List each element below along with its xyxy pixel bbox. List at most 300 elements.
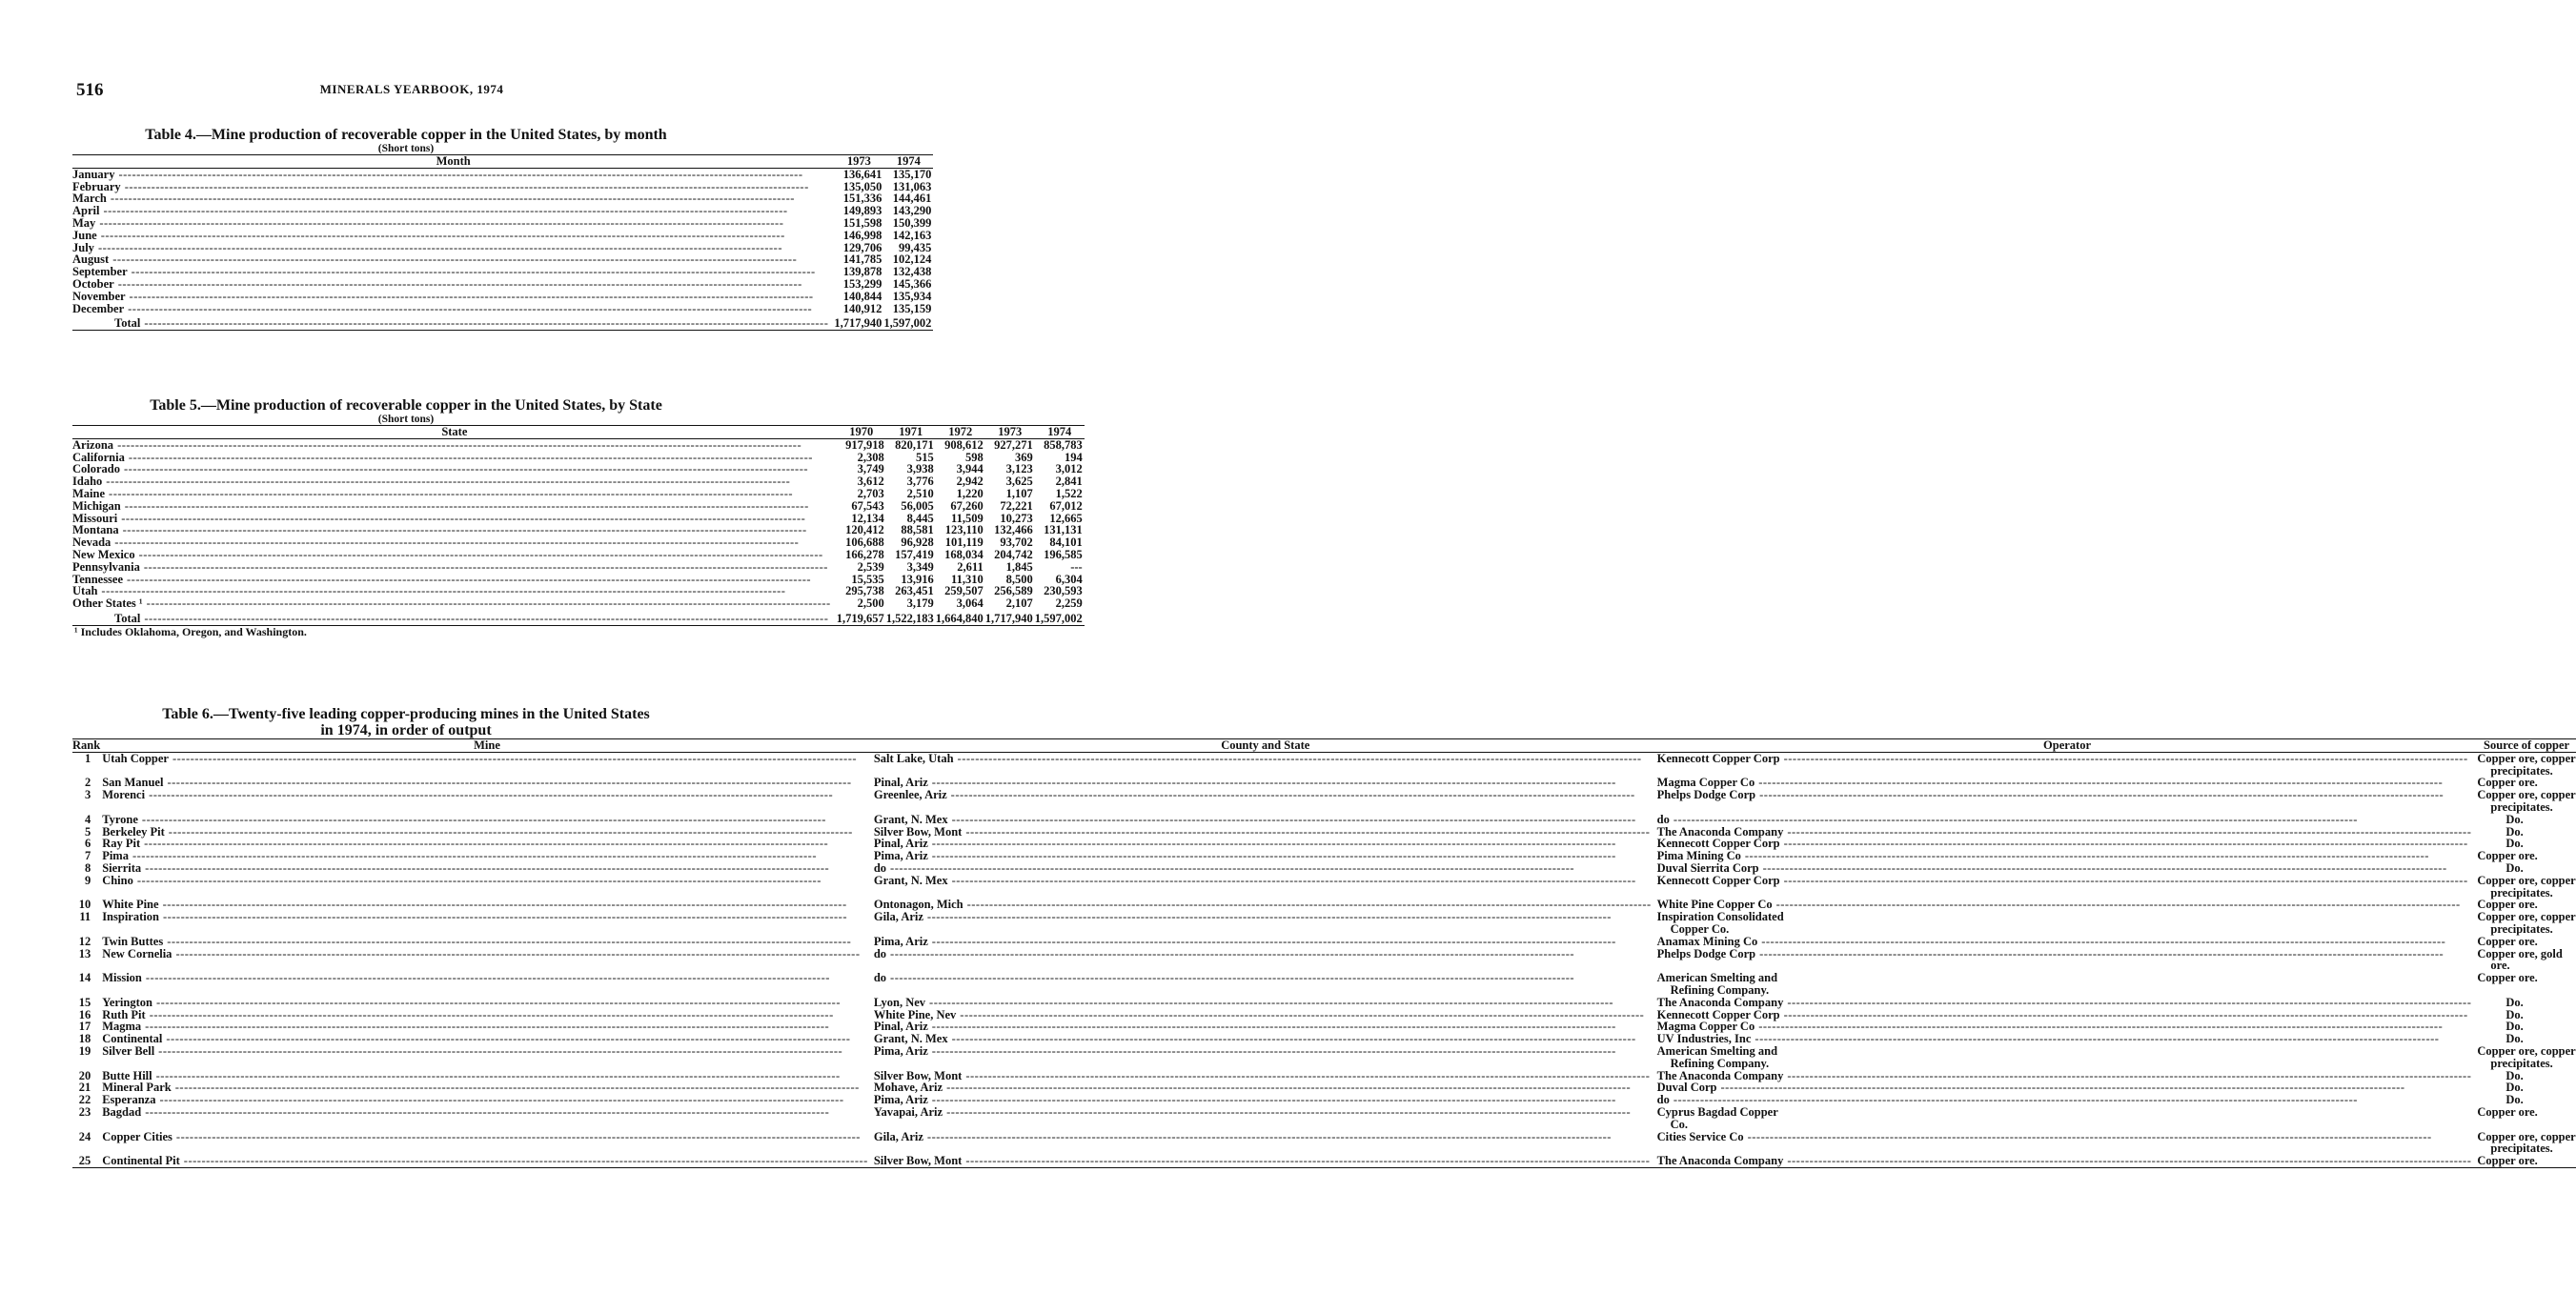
source-cell xyxy=(2477,1009,2575,1021)
leader-dots xyxy=(1763,862,2472,875)
source-text: Copper ore. xyxy=(2477,1154,2538,1168)
value-cell: 131,063 xyxy=(892,179,932,193)
row-label: December xyxy=(72,301,125,315)
total-label-cell xyxy=(72,314,834,330)
source-text: Copper ore, copper xyxy=(2477,788,2576,802)
value-cell: 256,589 xyxy=(994,584,1033,598)
value-cell: 135,050 xyxy=(842,179,882,193)
operator-name: do xyxy=(1656,812,1670,826)
label-with-leader xyxy=(72,169,834,181)
operator-name: Anamax Mining Co xyxy=(1656,934,1758,948)
label-with-leader xyxy=(1657,1155,2478,1167)
operator-name: Duval Corp xyxy=(1656,1081,1717,1095)
value-cell: 515 xyxy=(915,450,934,464)
value-cell: 157,419 xyxy=(895,547,934,561)
source-continuation: precipitates. xyxy=(2490,1056,2553,1070)
county-cell xyxy=(874,911,1657,936)
county-cell xyxy=(874,997,1657,1009)
leader-dots xyxy=(965,1155,1651,1167)
source-cell xyxy=(2477,911,2575,936)
mine-cell xyxy=(100,1094,874,1106)
leader-dots xyxy=(146,972,868,984)
label-with-leader xyxy=(100,1045,874,1058)
month-cell xyxy=(72,168,834,180)
table-row xyxy=(72,597,1085,610)
row-label: Other States ¹ xyxy=(72,596,143,611)
value-cell: 194 xyxy=(1064,450,1083,464)
row-label: Sierrita xyxy=(102,860,142,875)
leader-dots xyxy=(932,936,1652,948)
source-cell xyxy=(2477,814,2575,826)
row-label: Tyrone xyxy=(102,812,138,826)
rank-cell: 23 xyxy=(78,1104,91,1119)
value-cell: 96,928 xyxy=(901,536,934,550)
rank-cell: 4 xyxy=(84,812,91,826)
row-label: Utah Copper xyxy=(102,751,169,765)
rank-cell: 8 xyxy=(84,860,91,875)
table-row xyxy=(72,438,1085,451)
leader-dots xyxy=(1784,875,2472,887)
rank-cell: 11 xyxy=(79,910,91,924)
operator-cell xyxy=(1657,1045,2478,1070)
operator-name: The Anaconda Company xyxy=(1656,1154,1784,1168)
label-with-leader xyxy=(100,753,874,765)
label-with-leader xyxy=(1657,875,2478,887)
label-with-leader xyxy=(1657,911,2478,923)
source-text: Do. xyxy=(2505,824,2524,839)
rank-cell: 10 xyxy=(78,898,91,912)
leader-dots xyxy=(1776,899,2472,911)
leader-dots xyxy=(118,278,829,291)
table-row xyxy=(72,789,2576,814)
label-with-leader xyxy=(1657,1106,2478,1119)
source-cell xyxy=(2477,875,2575,900)
leader-dots xyxy=(932,1045,1652,1058)
leader-dots xyxy=(163,911,868,923)
source-cell xyxy=(2477,1021,2575,1033)
row-label: August xyxy=(72,253,110,267)
value-cell: 56,005 xyxy=(901,498,934,513)
rank-cell: 17 xyxy=(78,1020,91,1034)
operator-cell xyxy=(1657,814,2478,826)
rank-cell: 16 xyxy=(78,1007,91,1021)
operator-continuation: Refining Company. xyxy=(1670,1056,1770,1070)
leader-dots xyxy=(159,1094,867,1106)
row-label: do xyxy=(873,971,887,985)
leader-dots xyxy=(137,875,868,887)
table-row xyxy=(72,1045,2576,1070)
operator-cell xyxy=(1657,936,2478,948)
label-with-leader xyxy=(72,303,834,315)
row-label: Utah xyxy=(72,584,98,598)
row-label: January xyxy=(72,167,115,181)
label-with-leader xyxy=(874,1131,1657,1143)
leader-dots xyxy=(125,500,831,513)
row-label: Mohave, Ariz xyxy=(873,1081,943,1095)
value-cell: 101,119 xyxy=(944,536,984,550)
row-label: do xyxy=(873,946,887,960)
value-cell: 141,785 xyxy=(842,253,882,267)
leader-dots xyxy=(99,217,828,230)
leader-dots xyxy=(101,230,829,242)
row-label: Twin Buttes xyxy=(102,934,164,948)
row-label: Grant, N. Mex xyxy=(873,1032,948,1046)
table-row xyxy=(72,862,2576,875)
row-label: Salt Lake, Utah xyxy=(873,751,954,765)
row-label: Yavapai, Ariz xyxy=(873,1104,943,1119)
value-cell: 168,034 xyxy=(944,547,984,561)
value-cell: 820,171 xyxy=(895,437,934,452)
label-with-leader xyxy=(874,972,1657,984)
value-cell: 12,665 xyxy=(1049,511,1083,525)
row-label: Pima, Ariz xyxy=(873,1093,928,1107)
row-label: November xyxy=(72,289,126,303)
label-with-leader xyxy=(1657,1045,2478,1058)
label-with-leader xyxy=(100,862,874,875)
table-5-footnote: ¹ Includes Oklahoma, Oregon, and Washington. xyxy=(74,624,307,638)
value-cell: 908,612 xyxy=(944,437,984,452)
leader-dots xyxy=(1759,789,2471,801)
source-continuation: ore. xyxy=(2490,959,2510,973)
row-label: Chino xyxy=(102,873,133,887)
value-cell: 136,641 xyxy=(842,167,882,181)
operator-cell xyxy=(1657,1094,2478,1106)
county-cell xyxy=(874,972,1657,997)
source-cell xyxy=(2477,1045,2575,1070)
table-row xyxy=(72,561,1085,574)
state-cell xyxy=(72,549,837,561)
source-cell xyxy=(2477,1106,2575,1131)
leader-dots xyxy=(1673,1094,2472,1106)
row-label: Ray Pit xyxy=(102,837,141,851)
operator-continuation: Copper Co. xyxy=(1670,921,1730,936)
value-cell: 2,841 xyxy=(1055,475,1083,489)
value-cell: 84,101 xyxy=(1049,536,1083,550)
source-text: Do. xyxy=(2505,1020,2524,1034)
leader-dots xyxy=(130,291,829,303)
operator-cell xyxy=(1657,1106,2478,1131)
leader-dots xyxy=(946,1106,1652,1119)
operator-name: UV Industries, Inc xyxy=(1656,1032,1752,1046)
column-header: 1971 xyxy=(886,426,936,439)
row-label: Yerington xyxy=(102,995,152,1009)
rank-cell: 3 xyxy=(84,788,91,802)
source-cell xyxy=(2477,1155,2575,1167)
leader-dots xyxy=(927,1131,1652,1143)
row-label: Tennessee xyxy=(72,572,124,586)
leader-dots xyxy=(958,753,1652,765)
operator-name: Phelps Dodge Corp xyxy=(1656,946,1756,960)
label-with-leader xyxy=(72,439,837,452)
value-cell: 3,944 xyxy=(956,462,984,476)
source-cell xyxy=(2477,789,2575,814)
label-with-leader xyxy=(100,1106,874,1119)
source-cell xyxy=(2477,1131,2575,1156)
table-4-body xyxy=(72,168,933,330)
leader-dots xyxy=(1755,1033,2471,1045)
table-row xyxy=(72,303,933,315)
column-header: 1974 xyxy=(883,155,933,169)
value-cell: 131,131 xyxy=(1044,523,1083,537)
operator-name: Cities Service Co xyxy=(1656,1129,1744,1143)
leader-dots xyxy=(128,303,828,315)
operator-name: Magma Copper Co xyxy=(1656,1020,1755,1034)
month-cell xyxy=(72,278,834,291)
source-continuation: precipitates. xyxy=(2490,921,2553,936)
value-cell: 1,717,940 xyxy=(984,611,1033,625)
leader-dots xyxy=(139,549,831,561)
value-cell: 135,159 xyxy=(892,301,932,315)
leader-dots xyxy=(172,753,868,765)
label-with-leader xyxy=(72,561,837,574)
table-row xyxy=(72,230,933,242)
mine-cell xyxy=(100,997,874,1009)
source-cell xyxy=(2477,1082,2575,1094)
row-label: Silver Bow, Mont xyxy=(873,824,963,839)
table-5-body xyxy=(72,438,1085,625)
source-cell xyxy=(2477,1070,2575,1082)
mine-cell xyxy=(100,1155,874,1167)
leader-dots xyxy=(118,169,828,181)
page-number: 516 xyxy=(76,80,104,100)
month-cell xyxy=(72,303,834,315)
row-label: Morenci xyxy=(102,788,146,802)
mine-cell xyxy=(100,1045,874,1070)
mine-cell xyxy=(100,1131,874,1156)
row-label: Total xyxy=(114,316,141,331)
leader-dots xyxy=(142,814,868,826)
table-row xyxy=(72,1033,2576,1045)
row-label: Mineral Park xyxy=(102,1081,172,1095)
source-text: Do. xyxy=(2505,1093,2524,1107)
label-with-leader xyxy=(72,230,834,242)
leader-dots xyxy=(175,948,867,960)
rank-cell: 6 xyxy=(84,837,91,851)
table-row xyxy=(72,911,2576,936)
county-cell xyxy=(874,1106,1657,1131)
label-with-leader xyxy=(100,1131,874,1143)
source-text: Copper ore. xyxy=(2477,971,2538,985)
value-cell: 263,451 xyxy=(895,584,934,598)
operator-name: The Anaconda Company xyxy=(1656,824,1784,839)
operator-cell xyxy=(1657,862,2478,875)
value-cell: 93,702 xyxy=(1000,536,1033,550)
table-row xyxy=(72,997,2576,1009)
state-cell xyxy=(72,438,837,451)
rank-cell: 25 xyxy=(78,1154,91,1168)
label-with-leader xyxy=(874,997,1657,1009)
label-with-leader xyxy=(1657,997,2478,1009)
source-continuation: precipitates. xyxy=(2490,1142,2553,1156)
row-label: New Mexico xyxy=(72,547,135,561)
leader-dots xyxy=(145,862,868,875)
source-text: Do. xyxy=(2505,1081,2524,1095)
row-label: Ruth Pit xyxy=(102,1007,146,1021)
source-text: Copper ore. xyxy=(2477,849,2538,863)
month-cell xyxy=(72,230,834,242)
table-5-title: Table 5.—Mine production of recoverable copper in the United States, by State xyxy=(150,397,662,414)
table-4-subtitle: (Short tons) xyxy=(377,143,435,154)
row-label: Pima, Ariz xyxy=(873,1043,928,1058)
value-cell: 917,918 xyxy=(845,437,884,452)
value-cell: 88,581 xyxy=(901,523,934,537)
table-6 xyxy=(72,706,2576,1168)
county-cell xyxy=(874,789,1657,814)
table-row xyxy=(72,752,2576,777)
leader-dots xyxy=(158,1045,868,1058)
label-with-leader xyxy=(874,753,1657,765)
value-cell: 2,611 xyxy=(957,559,984,574)
operator-continuation: Co. xyxy=(1670,1117,1689,1131)
leader-dots xyxy=(1748,1131,2472,1143)
row-label: Mission xyxy=(102,971,142,985)
source-continuation: precipitates. xyxy=(2490,763,2553,778)
source-text: Copper ore, copper xyxy=(2477,1129,2576,1143)
total-row xyxy=(72,610,1085,625)
leader-dots xyxy=(117,439,831,452)
value-cell: 1,522,183 xyxy=(885,611,934,625)
row-label: Butte Hill xyxy=(102,1068,152,1082)
operator-name: Pima Mining Co xyxy=(1656,849,1741,863)
value-cell: 102,124 xyxy=(892,253,932,267)
value-cell: 151,598 xyxy=(842,215,882,230)
table-5-subtitle: (Short tons) xyxy=(377,414,435,425)
value-cell: 150,399 xyxy=(892,215,932,230)
value-cell: 143,290 xyxy=(892,204,932,218)
label-with-leader xyxy=(100,1155,874,1167)
column-header: Month xyxy=(72,155,834,169)
value-cell: 369 xyxy=(1014,450,1033,464)
value-cell: 13,916 xyxy=(901,572,934,586)
label-with-leader xyxy=(100,936,874,948)
column-header: 1973 xyxy=(985,426,1035,439)
table-row xyxy=(72,291,933,303)
table-4-title: Table 4.—Mine production of recoverable copper in the United States, by month xyxy=(145,127,667,143)
source-text: Do. xyxy=(2505,1007,2524,1021)
value-cell: 166,278 xyxy=(845,547,884,561)
value-cell: 598 xyxy=(964,450,984,464)
value-cell: 140,912 xyxy=(842,301,882,315)
value-cell: 135,170 xyxy=(892,167,932,181)
value-cell: 153,299 xyxy=(842,276,882,291)
leader-dots xyxy=(1761,936,2471,948)
operator-continuation: Refining Company. xyxy=(1670,982,1770,997)
value-cell: 1,597,002 xyxy=(1034,611,1083,625)
label-with-leader xyxy=(1657,972,2478,984)
rank-cell: 19 xyxy=(78,1043,91,1058)
operator-cell xyxy=(1657,752,2478,777)
mine-cell xyxy=(100,936,874,948)
operator-name: American Smelting and xyxy=(1656,971,1778,985)
value-cell: 11,310 xyxy=(951,572,984,586)
value-cell: 146,998 xyxy=(842,228,882,242)
row-label: Pinal, Ariz xyxy=(873,776,928,790)
county-cell xyxy=(874,1094,1657,1106)
value-cell: 2,107 xyxy=(1005,596,1033,611)
leader-dots xyxy=(890,972,1652,984)
table-row xyxy=(72,168,933,180)
row-label: Michigan xyxy=(72,498,121,513)
label-with-leader xyxy=(72,613,837,625)
operator-name: Inspiration Consolidated xyxy=(1656,910,1784,924)
label-with-leader xyxy=(874,1033,1657,1045)
value-cell: 2,308 xyxy=(857,450,884,464)
value-cell: 3,012 xyxy=(1055,462,1083,476)
value-cell: 3,625 xyxy=(1005,475,1033,489)
label-with-leader xyxy=(1657,936,2478,948)
label-with-leader xyxy=(874,911,1657,923)
county-cell xyxy=(874,862,1657,875)
rank-cell: 18 xyxy=(78,1032,91,1046)
source-text: Copper ore, gold xyxy=(2477,946,2563,960)
state-cell xyxy=(72,500,837,513)
value-cell: 927,271 xyxy=(994,437,1033,452)
leader-dots xyxy=(927,911,1652,923)
label-with-leader xyxy=(72,597,837,610)
county-cell xyxy=(874,1131,1657,1156)
leader-dots xyxy=(890,862,1652,875)
label-with-leader xyxy=(72,278,834,291)
value-cell: 204,742 xyxy=(994,547,1033,561)
column-header: Mine xyxy=(100,739,874,753)
column-header: Operator xyxy=(1657,739,2478,753)
state-cell xyxy=(72,488,837,500)
mine-cell xyxy=(100,1033,874,1045)
leader-dots xyxy=(1759,948,2471,960)
source-continuation: precipitates. xyxy=(2490,885,2553,900)
value-cell: 106,688 xyxy=(845,536,884,550)
label-with-leader xyxy=(874,814,1657,826)
leader-dots xyxy=(1787,1155,2471,1167)
label-with-leader xyxy=(100,789,874,801)
value-cell: --- xyxy=(1070,559,1083,574)
value-cell: 72,221 xyxy=(1000,498,1033,513)
label-with-leader xyxy=(1657,1131,2478,1143)
month-cell xyxy=(72,291,834,303)
rank-cell: 22 xyxy=(78,1093,91,1107)
mine-cell xyxy=(100,814,874,826)
row-label: July xyxy=(72,240,94,254)
rank-cell: 14 xyxy=(78,971,91,985)
county-cell xyxy=(874,752,1657,777)
leader-dots xyxy=(176,1131,868,1143)
label-with-leader xyxy=(1657,753,2478,765)
row-label: Montana xyxy=(72,523,119,537)
value-cell: 142,163 xyxy=(892,228,932,242)
operator-name: Magma Copper Co xyxy=(1656,776,1755,790)
operator-cell xyxy=(1657,789,2478,814)
month-cell xyxy=(72,217,834,230)
row-label: San Manuel xyxy=(102,776,164,790)
value-cell: 1,220 xyxy=(956,486,984,500)
value-cell: 3,179 xyxy=(906,596,934,611)
operator-name: White Pine Copper Co xyxy=(1656,898,1773,912)
label-with-leader xyxy=(72,317,834,330)
source-text: Copper ore, copper xyxy=(2477,1043,2576,1058)
column-header: County and State xyxy=(874,739,1657,753)
table-row xyxy=(72,488,1085,500)
table-6-title-line2: in 1974, in order of output xyxy=(320,722,492,738)
table-5 xyxy=(72,397,1083,638)
value-cell: 1,664,840 xyxy=(935,611,984,625)
row-label: Gila, Ariz xyxy=(873,1129,923,1143)
label-with-leader xyxy=(874,862,1657,875)
value-cell: 15,535 xyxy=(851,572,884,586)
column-header: Rank xyxy=(72,738,101,752)
row-label: Grant, N. Mex xyxy=(873,873,948,887)
operator-cell xyxy=(1657,1131,2478,1156)
table-row xyxy=(72,1155,2576,1167)
